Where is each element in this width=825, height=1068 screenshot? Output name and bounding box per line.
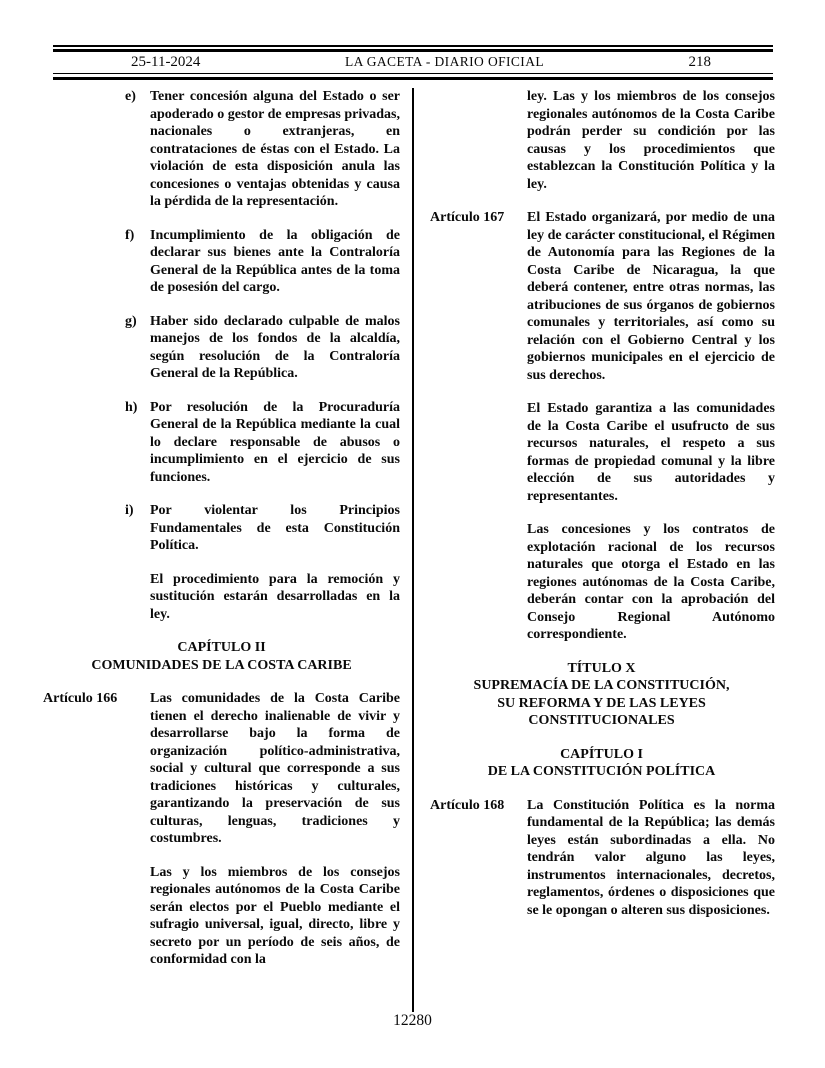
paragraph-text: El procedimiento para la remoción y sustitución estarán desarrolladas en la ley. bbox=[150, 571, 400, 622]
column-divider bbox=[412, 88, 414, 1012]
page-content bbox=[43, 88, 777, 1012]
heading-line: CONSTITUCIONALES bbox=[528, 713, 675, 728]
header-row bbox=[53, 52, 773, 73]
heading-line: DE LA CONSTITUCIÓN POLÍTICA bbox=[487, 764, 716, 779]
item-text: Por violentar los Principios Fundamentales de esta Constitución Política. bbox=[150, 503, 400, 553]
heading-line: COMUNIDADES DE LA COSTA CARIBE bbox=[91, 657, 352, 673]
heading-line: CAPÍTULO I bbox=[560, 746, 643, 762]
page-footer bbox=[0, 1012, 825, 1030]
header-bottom-rule bbox=[53, 73, 773, 80]
header-date: 25-11-2024 bbox=[131, 54, 201, 70]
article-168 bbox=[428, 797, 775, 920]
article-text: La Constitución Política es la norma fundamental de la República; las demás leyes están subordinadas a ella. No tendrán valor alguno las leyes, instrumentos internacionales, decretos, reglamentos, órdenes o disposiciones que se le opongan o alteren sus disposiciones. bbox=[527, 797, 775, 918]
list-item-e bbox=[43, 88, 400, 211]
footer-number: 12280 bbox=[393, 1012, 432, 1029]
article-label: Artículo 168 bbox=[430, 797, 505, 813]
item-letter: h) bbox=[125, 399, 138, 415]
item-letter: e) bbox=[125, 89, 136, 104]
article-label: Artículo 167 bbox=[430, 210, 505, 225]
article-text: Las comunidades de la Costa Caribe tienen el derecho inalienable de vivir y desarrollarse bajo la forma de organización político-administrativa, social y cultural que corresponde a sus tradiciones históricas y culturales, garantizando la preservación de sus culturas, lenguas, tradiciones y costumbres. bbox=[150, 691, 400, 846]
item-text: Haber sido declarado culpable de malos manejos de los fondos de la alcaldía, según resolución de la Contraloría General de la República. bbox=[150, 313, 400, 381]
article-167-paragraph-3 bbox=[428, 521, 775, 644]
heading-line: TÍTULO X bbox=[567, 660, 636, 676]
page-header bbox=[53, 45, 773, 80]
left-column bbox=[43, 88, 400, 985]
header-page-number: 218 bbox=[688, 54, 711, 70]
closing-paragraph bbox=[43, 571, 400, 624]
article-167 bbox=[428, 209, 775, 384]
item-letter: i) bbox=[125, 503, 134, 518]
article-label: Artículo 166 bbox=[43, 691, 118, 706]
heading-line: SUPREMACÍA DE LA CONSTITUCIÓN, bbox=[473, 678, 730, 693]
heading-line: SU REFORMA Y DE LAS LEYES bbox=[497, 695, 706, 711]
article-167-paragraph-2 bbox=[428, 400, 775, 505]
list-item-g bbox=[43, 313, 400, 383]
chapter-1-heading bbox=[428, 746, 775, 781]
item-text: Por resolución de la Procuraduría General de la República mediante la cual lo declare responsable de abusos o incumplimiento en el ejercicio de sus funciones. bbox=[150, 399, 400, 485]
list-item-h bbox=[43, 399, 400, 487]
article-text: Las y los miembros de los consejos regionales autónomos de la Costa Caribe serán electos por el Pueblo mediante el sufragio universal, igual, directo, libre y secreto por un período de seis años, de conformidad con la bbox=[150, 864, 400, 967]
article-text: Las concesiones y los contratos de explotación racional de los recursos naturales que otorga el Estado en las regiones autónomas de la Costa Caribe, deberán contar con la aprobación del Consejo Regional Autónomo correspondiente. bbox=[527, 522, 775, 642]
article-text: El Estado organizará, por medio de una ley de carácter constitucional, el Régimen de Autonomía para las Regiones de la Costa Caribe de Nicaragua, la que deberá contener, entre otras normas, las atribuciones de sus órganos de gobiernos comunales y territoriales, así como su relación con el Gobierno Central y los gobiernos municipales en el ejercicio de sus derechos. bbox=[527, 210, 775, 383]
header-title: LA GACETA - DIARIO OFICIAL bbox=[344, 54, 544, 69]
continuation-paragraph bbox=[428, 88, 775, 193]
right-column bbox=[428, 88, 775, 935]
article-166-paragraph-2 bbox=[43, 864, 400, 969]
list-item-i bbox=[43, 502, 400, 555]
item-text: Incumplimiento de la obligación de declarar sus bienes ante la Contraloría General de la República antes de la toma de posesión del cargo. bbox=[150, 227, 400, 295]
item-text: Tener concesión alguna del Estado o ser apoderado o gestor de empresas privadas, nacionales o extranjeras, en contrataciones de éstas con el Estado. La violación de esta disposición anula las concesiones o ventajas obtenidas y causa la pérdida de la representación. bbox=[150, 89, 400, 209]
article-text: El Estado garantiza a las comunidades de la Costa Caribe el usufructo de sus recursos naturales, el respeto a sus formas de propiedad comunal y la libre elección de sus autoridades y representantes. bbox=[527, 401, 775, 504]
title-10-heading bbox=[428, 660, 775, 730]
heading-line: CAPÍTULO II bbox=[177, 640, 266, 655]
article-166 bbox=[43, 690, 400, 848]
list-item-f bbox=[43, 227, 400, 297]
paragraph-text: ley. Las y los miembros de los consejos regionales autónomos de la Costa Caribe podrán perder su condición por las causas y los procedimientos que establezcan la Constitución Política y la ley. bbox=[527, 89, 775, 192]
chapter-2-heading bbox=[43, 639, 400, 674]
item-letter: g) bbox=[125, 313, 137, 329]
header-top-rule bbox=[53, 45, 773, 52]
item-letter: f) bbox=[125, 227, 135, 243]
